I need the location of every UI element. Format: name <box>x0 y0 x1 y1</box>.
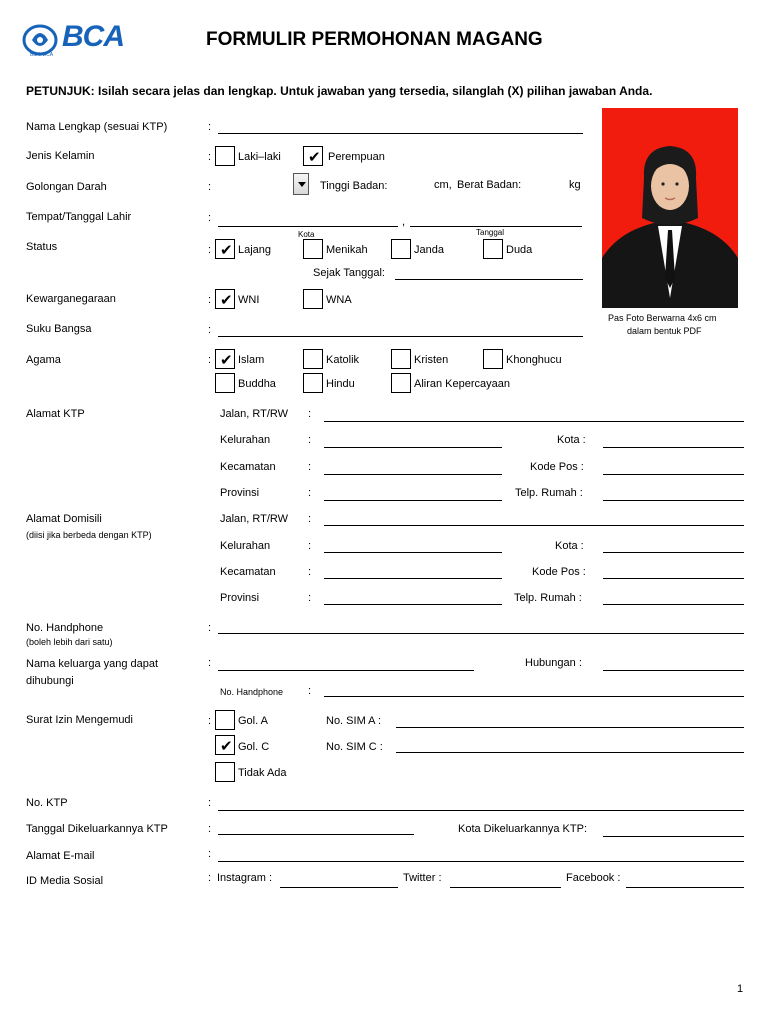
colon: : <box>208 181 212 193</box>
label-kota: Kota : <box>557 434 586 446</box>
label-nama: Nama Lengkap (sesuai KTP) <box>26 121 168 133</box>
label-medsos: ID Media Sosial <box>26 875 104 887</box>
bca-logo <box>22 20 137 58</box>
facebook-field[interactable] <box>626 887 744 888</box>
label-kewarganegaraan: Kewarganegaraan <box>26 293 116 305</box>
label-suku: Suku Bangsa <box>26 323 92 335</box>
ktp-jalan-field[interactable] <box>324 421 744 422</box>
checkbox-laki[interactable] <box>215 146 235 166</box>
label-kelurahan: Kelurahan <box>220 434 271 446</box>
label-jalan: Jalan, RT/RW <box>220 513 289 525</box>
label-aliran: Aliran Kepercayaan <box>414 378 511 390</box>
label-tgl-ktp: Tanggal Dikeluarkannya KTP <box>26 823 168 835</box>
label-perempuan: Perempuan <box>328 151 385 163</box>
label-sejak: Sejak Tanggal: <box>313 267 385 279</box>
colon: : <box>208 823 212 835</box>
ktp-kodepos-field[interactable] <box>603 474 744 475</box>
kota-ktp-field[interactable] <box>603 836 744 837</box>
label-twitter: Twitter : <box>403 872 442 884</box>
label-lajang: Lajang <box>238 244 272 256</box>
page-title: FORMULIR PERMOHONAN MAGANG <box>206 29 543 50</box>
instructions: PETUNJUK: Isilah secara jelas dan lengkap. Untuk jawaban yang tersedia, silanglah (X) pilihan jawaban Anda. <box>26 84 653 98</box>
colon: : <box>308 685 312 697</box>
suku-field[interactable] <box>218 336 583 337</box>
domisili-kecamatan-field[interactable] <box>324 578 502 579</box>
applicant-photo <box>602 108 738 308</box>
label-alamat-ktp: Alamat KTP <box>26 408 85 420</box>
label-gol-a: Gol. A <box>238 715 268 727</box>
checkbox-kristen[interactable] <box>391 349 411 369</box>
page-number: 1 <box>737 983 744 995</box>
colon: : <box>308 540 312 552</box>
label-keluarga-2: dihubungi <box>26 675 74 687</box>
checkbox-buddha[interactable] <box>215 373 235 393</box>
label-domisili-note: (diisi jika berbeda dengan KTP) <box>26 530 152 540</box>
comma: , <box>402 216 406 228</box>
colon: : <box>208 324 212 336</box>
label-instagram: Instagram : <box>217 872 273 884</box>
label-kg: kg <box>569 179 581 191</box>
colon: : <box>208 354 212 366</box>
logo-subtext: Bank BCA <box>30 52 54 58</box>
tgl-ktp-field[interactable] <box>218 834 414 835</box>
photo-caption-2: dalam bentuk PDF <box>627 326 702 336</box>
ktp-kota-field[interactable] <box>603 447 744 448</box>
nama-field[interactable] <box>218 133 583 134</box>
label-ttl: Tempat/Tanggal Lahir <box>26 211 132 223</box>
caption-kota: Kota <box>298 230 315 239</box>
label-sim: Surat Izin Mengemudi <box>26 714 133 726</box>
label-jalan: Jalan, RT/RW <box>220 408 289 420</box>
label-no-hp: No. Handphone <box>26 622 104 634</box>
label-islam: Islam <box>238 354 265 366</box>
instagram-field[interactable] <box>280 887 398 888</box>
label-keluarga-1: Nama keluarga yang dapat <box>26 658 159 670</box>
colon: : <box>308 566 312 578</box>
label-tinggi: Tinggi Badan: <box>320 180 388 192</box>
checkbox-janda[interactable] <box>391 239 411 259</box>
keluarga-hp-field[interactable] <box>324 696 744 697</box>
label-menikah: Menikah <box>326 244 368 256</box>
colon: : <box>208 715 212 727</box>
twitter-field[interactable] <box>450 887 561 888</box>
keluarga-nama-field[interactable] <box>218 670 474 671</box>
label-agama: Agama <box>26 354 61 366</box>
colon: : <box>208 622 212 634</box>
sejak-tanggal-field[interactable] <box>395 279 583 280</box>
checkbox-menikah[interactable] <box>303 239 323 259</box>
ktp-kelurahan-field[interactable] <box>324 447 502 448</box>
label-hubungan: Hubungan : <box>525 657 582 669</box>
colon: : <box>208 872 212 884</box>
label-sim-a: No. SIM A : <box>326 715 382 727</box>
checkbox-perempuan[interactable] <box>303 146 323 166</box>
ktp-provinsi-field[interactable] <box>324 500 502 501</box>
colon: : <box>208 151 212 163</box>
ktp-telp-field[interactable] <box>603 500 744 501</box>
label-provinsi: Provinsi <box>220 592 260 604</box>
label-kota: Kota : <box>555 540 584 552</box>
colon: : <box>208 121 212 133</box>
label-wna: WNA <box>326 294 352 306</box>
label-alamat-domisili: Alamat Domisili <box>26 513 102 525</box>
no-hp-field[interactable] <box>218 633 744 634</box>
label-no-hp-note: (boleh lebih dari satu) <box>26 637 113 647</box>
email-field[interactable] <box>218 861 744 862</box>
label-cm: cm, <box>434 179 452 191</box>
label-laki: Laki–laki <box>238 151 281 163</box>
colon: : <box>208 244 212 256</box>
checkbox-lajang[interactable] <box>215 239 235 259</box>
colon: : <box>208 797 212 809</box>
label-gol-c: Gol. C <box>238 741 270 753</box>
checkbox-islam[interactable] <box>215 349 235 369</box>
label-email: Alamat E-mail <box>26 850 95 862</box>
checkbox-katolik[interactable] <box>303 349 323 369</box>
colon: : <box>308 513 312 525</box>
ktp-field[interactable] <box>218 810 744 811</box>
label-jenis-kelamin: Jenis Kelamin <box>26 150 95 162</box>
ktp-kecamatan-field[interactable] <box>324 474 502 475</box>
label-katolik: Katolik <box>326 354 360 366</box>
checkbox-gol-a[interactable] <box>215 710 235 730</box>
keluarga-hubungan-field[interactable] <box>603 670 744 671</box>
colon: : <box>308 487 312 499</box>
colon: : <box>308 408 312 420</box>
golongan-darah-dropdown[interactable] <box>293 173 309 195</box>
label-duda: Duda <box>506 244 533 256</box>
label-kelurahan: Kelurahan <box>220 540 271 552</box>
label-kristen: Kristen <box>414 354 449 366</box>
domisili-kodepos-field[interactable] <box>603 578 744 579</box>
label-kodepos: Kode Pos : <box>530 461 584 473</box>
colon: : <box>308 461 312 473</box>
domisili-telp-field[interactable] <box>603 604 744 605</box>
colon: : <box>208 294 212 306</box>
label-kota-ktp: Kota Dikeluarkannya KTP: <box>458 823 588 835</box>
label-golongan-darah: Golongan Darah <box>26 181 107 193</box>
label-kecamatan: Kecamatan <box>220 566 276 578</box>
label-berat: Berat Badan: <box>457 179 522 191</box>
checkbox-duda[interactable] <box>483 239 503 259</box>
label-provinsi: Provinsi <box>220 487 260 499</box>
domisili-jalan-field[interactable] <box>324 525 744 526</box>
sim-c-field[interactable] <box>396 752 744 753</box>
caption-tanggal: Tanggal <box>476 228 505 237</box>
domisili-provinsi-field[interactable] <box>324 604 502 605</box>
tempat-lahir-field[interactable] <box>218 226 398 227</box>
label-khonghucu: Khonghucu <box>506 354 562 366</box>
colon: : <box>308 592 312 604</box>
checkbox-aliran[interactable] <box>391 373 411 393</box>
colon: : <box>208 657 212 669</box>
label-keluarga-hp: No. Handphone <box>220 687 284 697</box>
label-janda: Janda <box>414 244 444 256</box>
checkbox-gol-c[interactable] <box>215 735 235 755</box>
label-telp: Telp. Rumah : <box>515 487 583 499</box>
logo-text: BCA <box>62 20 124 53</box>
photo-caption-1: Pas Foto Berwarna 4x6 cm <box>608 313 717 323</box>
label-kodepos: Kode Pos : <box>532 566 586 578</box>
label-ktp: No. KTP <box>26 797 68 809</box>
checkbox-tidak-ada[interactable] <box>215 762 235 782</box>
label-wni: WNI <box>238 294 260 306</box>
label-status: Status <box>26 241 58 253</box>
domisili-kelurahan-field[interactable] <box>324 552 502 553</box>
label-hindu: Hindu <box>326 378 355 390</box>
colon: : <box>208 212 212 224</box>
label-sim-c: No. SIM C : <box>326 741 383 753</box>
colon: : <box>208 848 212 860</box>
checkbox-wna[interactable] <box>303 289 323 309</box>
label-facebook: Facebook : <box>566 872 621 884</box>
checkbox-wni[interactable] <box>215 289 235 309</box>
domisili-kota-field[interactable] <box>603 552 744 553</box>
checkbox-khonghucu[interactable] <box>483 349 503 369</box>
label-buddha: Buddha <box>238 378 276 390</box>
colon: : <box>308 434 312 446</box>
label-telp: Telp. Rumah : <box>514 592 582 604</box>
sim-a-field[interactable] <box>396 727 744 728</box>
label-kecamatan: Kecamatan <box>220 461 276 473</box>
checkbox-hindu[interactable] <box>303 373 323 393</box>
label-tidak-ada: Tidak Ada <box>238 767 287 779</box>
